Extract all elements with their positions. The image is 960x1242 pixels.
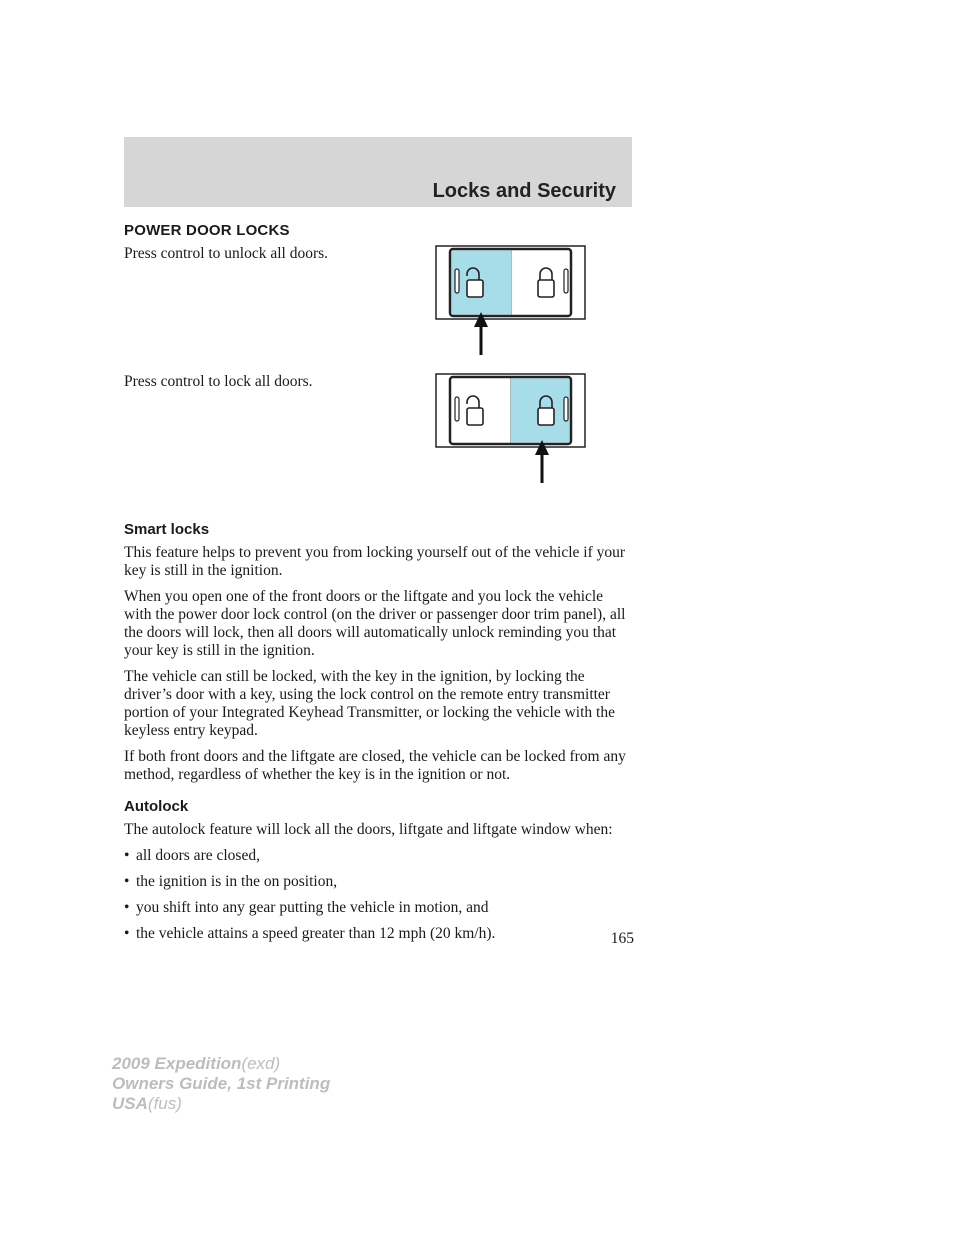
lock-switch-illustration [435,373,587,489]
print-footer [112,1054,330,1114]
footer-line-1 [112,1054,330,1074]
footer-market: USA [112,1094,148,1113]
smart-locks-paragraph-2: When you open one of the front doors or the liftgate and you lock the vehicle with the power door lock control (on the driver or passenger door trim panel), all the doors will lock, then all doors will automatically unlock reminding you that your key is still in the ignition. [124,588,626,659]
list-item: • the vehicle attains a speed greater than 12 mph (20 km/h). [124,925,634,943]
unlock-instruction-row [124,245,634,373]
autolock-intro: The autolock feature will lock all the doors, liftgate and liftgate window when: [124,821,613,838]
list-item: • all doors are closed, [124,847,634,865]
list-item: • you shift into any gear putting the vehicle in motion, and [124,899,634,917]
autolock-heading: Autolock [124,798,189,815]
footer-model: 2009 Expedition [112,1054,242,1073]
unlock-switch-illustration [435,245,587,361]
lock-instruction: Press control to lock all doors. [124,373,313,390]
page-content [124,222,634,951]
lock-instruction-row [124,373,634,521]
unlock-instruction: Press control to unlock all doors. [124,245,329,262]
smart-locks-heading: Smart locks [124,521,210,538]
power-door-locks-heading: POWER DOOR LOCKS [124,222,290,239]
footer-model-code: (exd) [241,1054,281,1073]
section-header-band [124,137,632,207]
smart-locks-paragraph-4: If both front doors and the liftgate are closed, the vehicle can be locked from any method, regardless of whether the key is in the ignition or not. [124,748,626,783]
section-title: Locks and Security [432,180,616,202]
page-number: 165 [610,930,634,947]
autolock-conditions-list [124,847,634,943]
footer-printing: Owners Guide, 1st Printing [112,1074,331,1093]
smart-locks-paragraph-1: This feature helps to prevent you from locking yourself out of the vehicle if your key is still in the ignition. [124,544,626,579]
footer-line-2 [112,1074,330,1094]
smart-locks-paragraph-3: The vehicle can still be locked, with the key in the ignition, by locking the driver’s door with a key, using the lock control on the remote entry transmitter portion of your Integrated Keyhead Transmitter, or locking the vehicle with the keyless entry keypad. [124,668,615,739]
footer-market-code: (fus) [147,1094,182,1113]
footer-line-3 [112,1094,330,1114]
list-item: • the ignition is in the on position, [124,873,634,891]
